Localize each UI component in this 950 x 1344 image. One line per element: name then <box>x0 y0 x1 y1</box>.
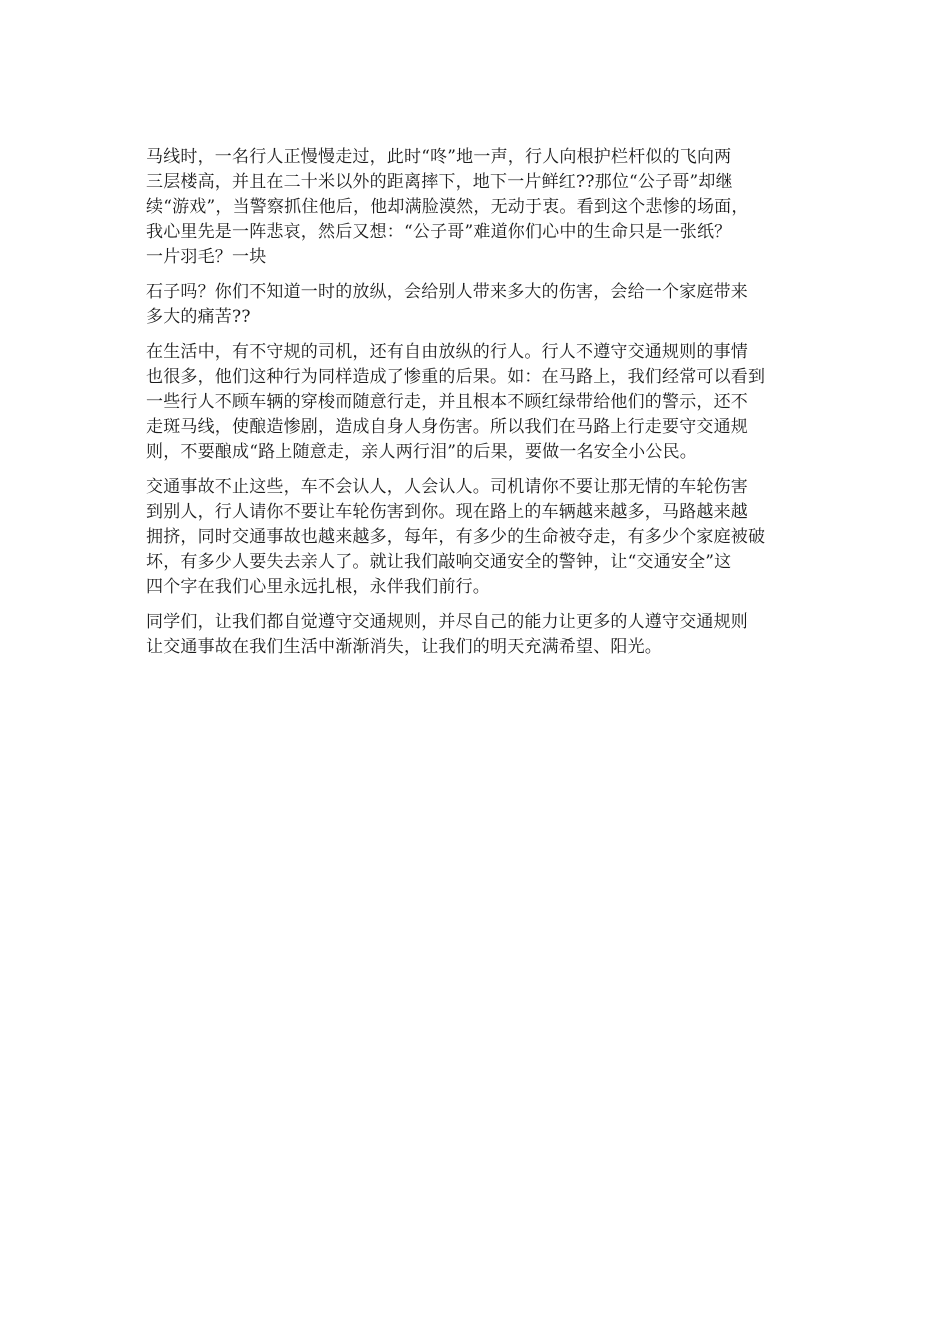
paragraph-5: 同学们，让我们都自觉遵守交通规则，并尽自己的能力让更多的人遵守交通规则 让交通事故在我们生活中渐渐消失，让我们的明天充满希望、阳光。 <box>146 612 748 657</box>
paragraph-4: 交通事故不止这些，车不会认人，人会认人。司机请你不要让那无情的车轮伤害 到别人，行人请你不要让车轮伤害到你。现在路上的车辆越来越多，马路越来越 拥挤，同时交通事故也越来越多，每年，有多少的生命被夺走，有多少个家庭被破 坏，有多少人要失去亲人了。就让我们敲响交通安全的警钟，让“交通安全”这 四个字在我们心里永远扎根，永伴我们前行。 <box>146 477 766 597</box>
paragraph-1: 马线时，一名行人正慢慢走过，此时“咚”地一声，行人向根护栏杆似的飞向两 三层楼高，并且在二十米以外的距离摔下，地下一片鲜红??那位“公子哥”却继 续“游戏”，当警察抓住他后，他却满脸漠然，无动于衷。看到这个悲惨的场面， 我心里先是一阵悲哀，然后又想：“公子哥”难道你们心中的生命只是一张纸？ 一片羽毛？一块 <box>146 147 749 267</box>
paragraph-2: 石子吗？你们不知道一时的放纵，会给别人带来多大的伤害，会给一个家庭带来 多大的痛苦?? <box>146 282 748 327</box>
document-body <box>146 145 808 670</box>
paragraph-3: 在生活中，有不守规的司机，还有自由放纵的行人。行人不遵守交通规则的事情 也很多，他们这种行为同样造成了惨重的后果。如：在马路上，我们经常可以看到 一些行人不顾车辆的穿梭而随意行走，并且根本不顾红绿带给他们的警示，还不 走斑马线，使酿造惨剧，造成自身人身伤害。所以我们在马路上行走要守交通规 则，不要酿成“路上随意走，亲人两行泪”的后果，要做一名安全小公民。 <box>146 342 766 462</box>
